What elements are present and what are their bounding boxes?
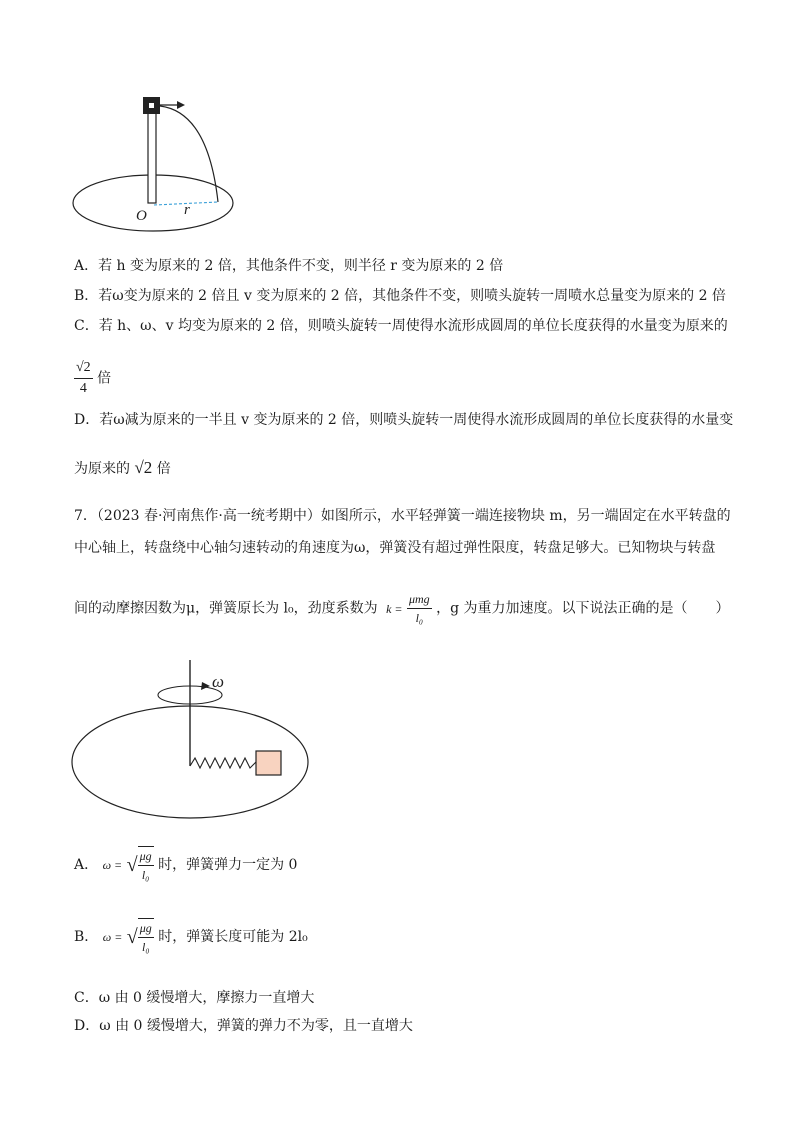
omega-fraction-a: $\frac{\mu g}{\text{l₀}}$ — [138, 846, 154, 884]
water-trajectory — [160, 106, 218, 202]
option-7d: D．ω 由 0 缓慢增大，弹簧的弹力不为零，且一直增大 — [74, 1018, 413, 1034]
option-7c: C．ω 由 0 缓慢增大，摩擦力一直增大 — [74, 990, 315, 1006]
option-7b: B． ω = √ $\frac{\mu g}{\text{l₀}}$ 时，弹簧长度可能为 2l₀ — [74, 918, 308, 956]
option-6c-cont: $\frac{√2}{4}$ 倍 — [74, 358, 111, 399]
question-7-line3: 间的动摩擦因数为μ，弹簧原长为 l₀，劲度系数为 k = $\frac{\text{μmg}}{\text{l₀}}$ ，g 为重力加速度。以下说法正确的是（ ） — [74, 592, 730, 625]
option-6a: A．若 h 变为原来的 2 倍，其他条件不变，则半径 r 变为原来的 2 倍 — [74, 258, 504, 274]
question-7-line2: 中心轴上，转盘绕中心轴匀速转动的角速度为ω，弹簧没有超过弹性限度，转盘足够大。已知物块与转盘 — [74, 540, 716, 556]
origin-label: O — [136, 208, 147, 224]
omega-label: ω — [212, 672, 225, 691]
option-7a: A． ω = √ $\frac{\mu g}{\text{l₀}}$ 时，弹簧弹力一定为 0 — [74, 846, 297, 884]
spring-constant-fraction: $\frac{\text{μmg}}{\text{l₀}}$ — [408, 592, 430, 625]
sqrt-2: √2 — [134, 458, 153, 477]
spring — [190, 758, 256, 768]
option-6b: B．若ω变为原来的 2 倍且 v 变为原来的 2 倍，其他条件不变，则喷头旋转一周喷水总量变为原来的 2 倍 — [74, 288, 726, 304]
block-m — [256, 751, 281, 775]
option-6d: D．若ω减为原来的一半且 v 变为原来的 2 倍，则喷头旋转一周使得水流形成圆周的单位长度获得的水量变 — [74, 412, 734, 428]
radius-label: r — [184, 202, 190, 218]
sprinkler-figure — [70, 90, 245, 240]
question-7-line1: 7．（2023 春·河南焦作·高一统考期中）如图所示，水平轻弹簧一端连接物块 m，另一端固定在水平转盘的 — [74, 508, 731, 524]
option-6c: C．若 h、ω、v 均变为原来的 2 倍，则喷头旋转一周使得水流形成圆周的单位长度获得的水量变为原来的 — [74, 318, 728, 334]
omega-fraction-b: $\frac{\mu g}{\text{l₀}}$ — [138, 918, 154, 956]
option-6d-cont: 为原来的 √2 倍 — [74, 458, 171, 477]
fraction-sqrt2-over-4: $\frac{√2}{4}$ — [76, 360, 91, 396]
turntable-figure — [70, 650, 370, 830]
pole — [148, 112, 156, 203]
